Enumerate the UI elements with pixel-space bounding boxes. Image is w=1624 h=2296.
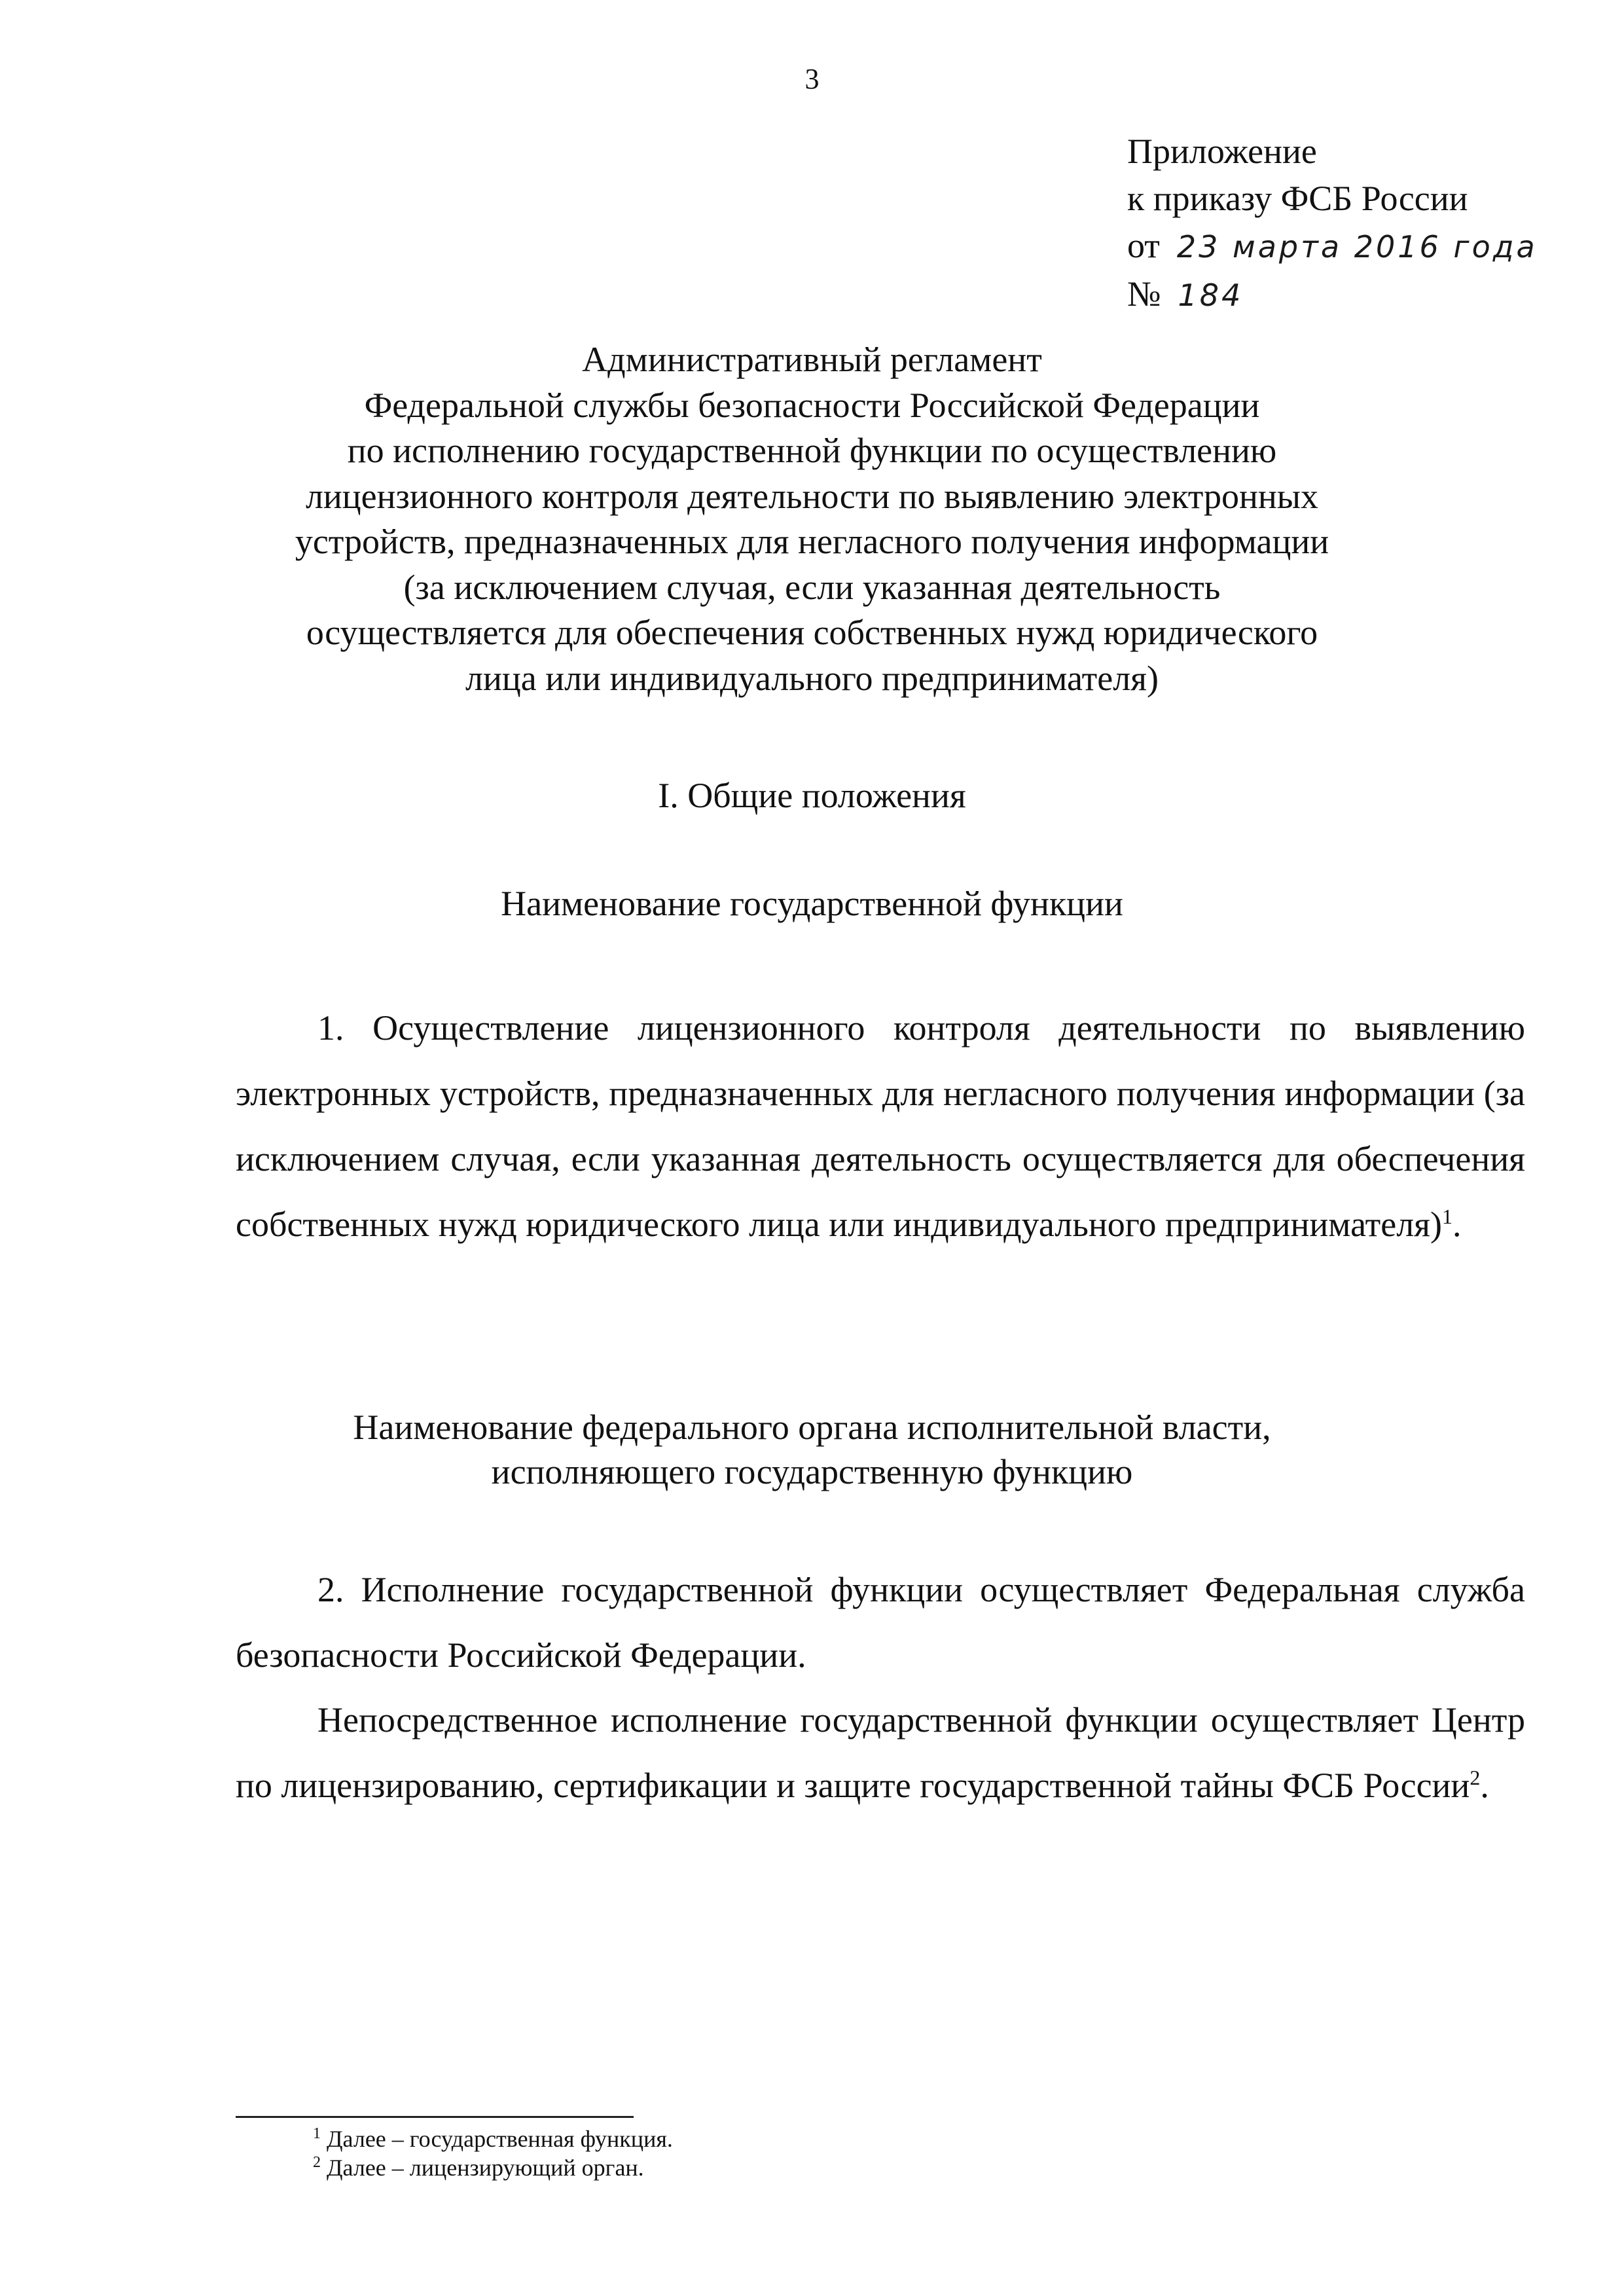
appendix-block	[1127, 128, 1538, 319]
paragraph-1-text: 1. Осуществление лицензионного контроля деятельности по выявлению электронных устройств, предназначенных для негласного получения информации (за исключением случая, если указанная деятельность осуществляется для обеспечения собственных нужд юридического лица или индивидуального предпринимателя)	[236, 1008, 1525, 1244]
footnote-1	[313, 2124, 673, 2153]
footnotes	[313, 2124, 673, 2182]
footnote-2	[313, 2153, 673, 2182]
footnote-2-mark: 2	[313, 2154, 321, 2171]
title-line: по исполнению государственной функции по осуществлению	[347, 431, 1277, 470]
appendix-order-ref: к приказу ФСБ России	[1127, 179, 1468, 218]
footnote-ref-1: 1	[1442, 1205, 1453, 1228]
paragraph-1	[236, 995, 1525, 1257]
paragraph-2: 2. Исполнение государственной функции осуществляет Федеральная служба безопасности Российской Федерации.	[236, 1570, 1525, 1675]
footnote-divider	[236, 2116, 634, 2118]
page-number: 3	[804, 63, 820, 95]
handwritten-number: 184	[1178, 278, 1244, 313]
title-line: лицензионного контроля деятельности по выявлению электронных	[305, 476, 1319, 516]
paragraph-3-end: .	[1480, 1766, 1489, 1805]
title-line: устройств, предназначенных для негласного получения информации	[295, 522, 1329, 561]
title-line: лица или индивидуального предпринимателя)	[465, 658, 1159, 698]
title-line: осуществляется для обеспечения собственных нужд юридического	[306, 613, 1318, 652]
footnote-2-text: Далее – лицензирующий орган.	[327, 2155, 644, 2181]
date-label: от	[1127, 226, 1160, 265]
subheading-authority-line1: Наименование федерального органа исполнительной власти,	[353, 1408, 1271, 1447]
appendix-date-row	[1127, 222, 1538, 270]
subheading-function-name: Наименование государственной функции	[501, 884, 1123, 923]
paragraph-1-end: .	[1453, 1205, 1462, 1244]
title-line: (за исключением случая, если указанная деятельность	[403, 567, 1221, 607]
handwritten-date: 23 марта 2016 года	[1176, 229, 1538, 264]
paragraph-3	[236, 1687, 1525, 1818]
appendix-title: Приложение	[1127, 132, 1317, 171]
footnote-1-mark: 1	[313, 2125, 321, 2142]
paragraph-3-text: Непосредственное исполнение государственной функции осуществляет Центр по лицензированию, сертификации и защите государственной тайны ФСБ России	[236, 1700, 1525, 1805]
number-label: №	[1127, 274, 1161, 314]
title-line: Административный регламент	[582, 340, 1042, 379]
section-heading: I. Общие положения	[658, 776, 966, 815]
footnote-ref-2: 2	[1470, 1766, 1481, 1789]
title-line: Федеральной службы безопасности Российской Федерации	[364, 385, 1260, 425]
subheading-authority-line2: исполняющего государственную функцию	[491, 1452, 1133, 1491]
appendix-number-row	[1127, 270, 1538, 319]
document-title	[0, 337, 1624, 701]
footnote-1-text: Далее – государственная функция.	[327, 2126, 673, 2152]
